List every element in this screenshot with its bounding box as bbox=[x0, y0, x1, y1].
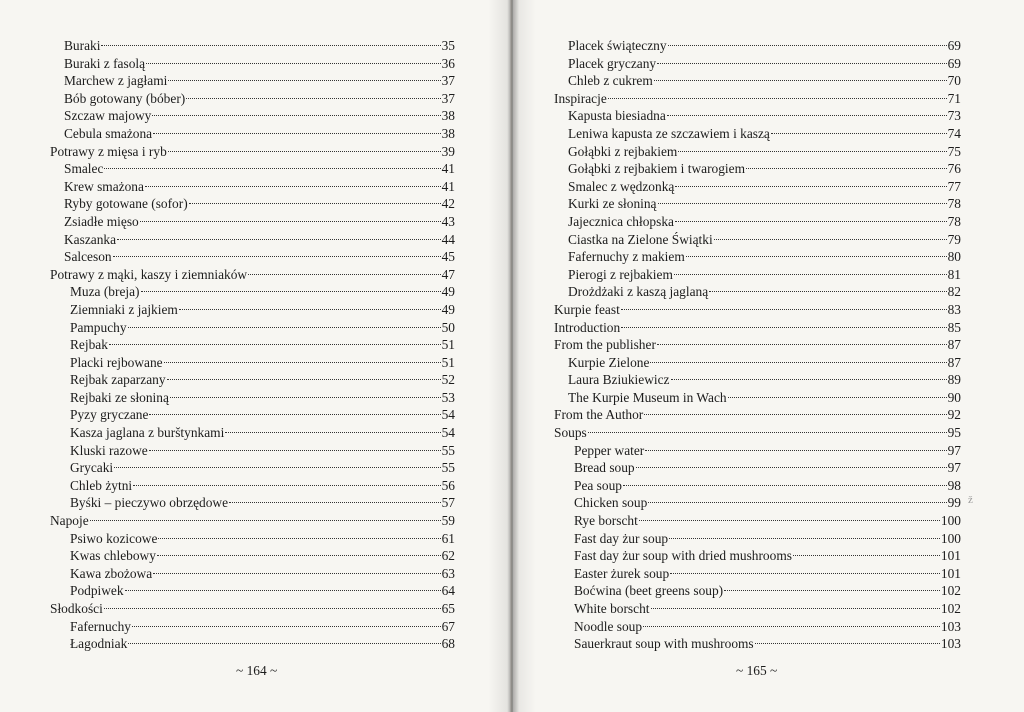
toc-entry bbox=[554, 301, 961, 319]
toc-entry-page-number: 75 bbox=[947, 143, 961, 159]
toc-entry-title: Kurki ze słoniną bbox=[568, 196, 657, 212]
toc-entry-title: Byśki – pieczywo obrzędowe bbox=[70, 495, 229, 511]
toc-entry-page-number: 37 bbox=[441, 90, 455, 106]
toc-entry-title: Pyzy gryczane bbox=[70, 407, 149, 423]
toc-entry-title: Potrawy z mąki, kaszy i ziemniaków bbox=[50, 266, 248, 282]
toc-entry-title: Gołąbki z rejbakiem i twarogiem bbox=[568, 161, 745, 177]
toc-entry-page-number: 44 bbox=[441, 231, 455, 247]
toc-entry-page-number: 47 bbox=[441, 266, 455, 282]
dot-leader bbox=[686, 256, 947, 257]
toc-entry bbox=[554, 459, 961, 477]
toc-entry bbox=[50, 494, 455, 512]
toc-entry-title: Smalec bbox=[64, 161, 104, 177]
toc-entry bbox=[554, 336, 961, 354]
toc-entry-page-number: 80 bbox=[947, 249, 961, 265]
dot-leader bbox=[651, 608, 940, 609]
toc-entry-title: Cebula smażona bbox=[64, 125, 153, 141]
toc-entry bbox=[554, 494, 961, 512]
toc-entry-title: Laura Bziukiewicz bbox=[568, 372, 670, 388]
toc-entry-title: Chicken soup bbox=[574, 495, 648, 511]
toc-entry bbox=[554, 565, 961, 583]
toc-entry-title: Placki rejbowane bbox=[70, 354, 163, 370]
toc-entry bbox=[554, 195, 961, 213]
toc-entry-page-number: 74 bbox=[947, 125, 961, 141]
dot-leader bbox=[132, 626, 441, 627]
toc-entry-page-number: 90 bbox=[947, 389, 961, 405]
toc-entry bbox=[554, 319, 961, 337]
toc-entry-page-number: 56 bbox=[441, 477, 455, 493]
dot-leader bbox=[650, 362, 946, 363]
toc-entry bbox=[554, 283, 961, 301]
toc-entry-page-number: 78 bbox=[947, 196, 961, 212]
dot-leader bbox=[657, 63, 946, 64]
toc-entry bbox=[50, 354, 455, 372]
dot-leader bbox=[658, 203, 947, 204]
toc-entry-title: Krew smażona bbox=[64, 178, 144, 194]
toc-entry-page-number: 61 bbox=[441, 530, 455, 546]
toc-entry bbox=[50, 301, 455, 319]
toc-entry bbox=[50, 477, 455, 495]
toc-entry-page-number: 37 bbox=[441, 73, 455, 89]
dot-leader bbox=[149, 450, 441, 451]
toc-entry-title: The Kurpie Museum in Wach bbox=[568, 389, 727, 405]
toc-entry-page-number: 85 bbox=[947, 319, 961, 335]
dot-leader bbox=[675, 186, 946, 187]
toc-entry-title: Rejbak zaparzany bbox=[70, 372, 166, 388]
toc-entry-page-number: 103 bbox=[940, 618, 961, 634]
toc-entry-title: Pampuchy bbox=[70, 319, 127, 335]
toc-entry bbox=[50, 143, 455, 161]
toc-entry-page-number: 35 bbox=[441, 38, 455, 53]
toc-entry-page-number: 65 bbox=[441, 601, 455, 616]
toc-entry bbox=[50, 37, 455, 55]
toc-entry-title: Łagodniak bbox=[70, 636, 128, 652]
toc-entry bbox=[50, 266, 455, 284]
dot-leader bbox=[153, 573, 440, 574]
toc-entry-title: Sauerkraut soup with mushrooms bbox=[574, 636, 754, 652]
dot-leader bbox=[608, 98, 947, 99]
dot-leader bbox=[189, 203, 441, 204]
toc-entry-title: Buraki bbox=[64, 38, 101, 53]
toc-entry bbox=[50, 160, 455, 178]
toc-entry bbox=[554, 477, 961, 495]
toc-entry bbox=[50, 618, 455, 636]
page-number-left: ~ 164 ~ bbox=[236, 663, 278, 678]
toc-entry bbox=[554, 248, 961, 266]
toc-entry-title: Jajecznica chłopska bbox=[568, 213, 674, 229]
toc-entry-title: Grycaki bbox=[70, 460, 114, 476]
toc-entry-title: Kasza jaglana z burštynkami bbox=[70, 425, 225, 441]
toc-entry bbox=[50, 248, 455, 266]
toc-entry-title: Ciastka na Zielone Świątki bbox=[568, 231, 713, 247]
toc-entry-page-number: 102 bbox=[940, 583, 961, 599]
dot-leader bbox=[746, 168, 947, 169]
toc-entry-page-number: 101 bbox=[940, 548, 961, 564]
dot-leader bbox=[709, 291, 946, 292]
toc-entry bbox=[554, 354, 961, 372]
dot-leader bbox=[101, 45, 440, 46]
toc-entry bbox=[554, 160, 961, 178]
toc-entry bbox=[50, 72, 455, 90]
toc-entry-title: Inspiracje bbox=[554, 90, 607, 106]
toc-entry bbox=[50, 442, 455, 460]
toc-entry-title: Soups bbox=[554, 425, 587, 441]
dot-leader bbox=[248, 274, 441, 275]
dot-leader bbox=[793, 555, 940, 556]
toc-entry-title: Rejbak bbox=[70, 337, 108, 353]
toc-entry-title: Easter żurek soup bbox=[574, 565, 670, 581]
toc-entry bbox=[554, 600, 961, 618]
toc-entry-title: Leniwa kapusta ze szczawiem i kaszą bbox=[568, 125, 770, 141]
toc-entry-page-number: 69 bbox=[947, 55, 961, 71]
dot-leader bbox=[109, 344, 441, 345]
toc-entry-title: Kaszanka bbox=[64, 231, 117, 247]
dot-leader bbox=[140, 221, 441, 222]
dot-leader bbox=[168, 151, 441, 152]
toc-entry-title: Placek świąteczny bbox=[568, 38, 667, 53]
toc-entry bbox=[554, 231, 961, 249]
toc-entry-page-number: 101 bbox=[940, 565, 961, 581]
dot-leader bbox=[104, 168, 440, 169]
toc-entry-page-number: 79 bbox=[947, 231, 961, 247]
toc-entry bbox=[50, 406, 455, 424]
dot-leader bbox=[153, 133, 440, 134]
table-of-contents-right bbox=[554, 37, 961, 653]
toc-entry-page-number: 41 bbox=[441, 178, 455, 194]
left-page bbox=[0, 0, 510, 712]
toc-entry-title: Słodkości bbox=[50, 601, 103, 616]
dot-leader bbox=[636, 467, 947, 468]
dot-leader bbox=[771, 133, 947, 134]
toc-entry-page-number: 53 bbox=[441, 389, 455, 405]
toc-entry-title: Kurpie feast bbox=[554, 301, 620, 317]
toc-entry-title: Pierogi z rejbakiem bbox=[568, 266, 673, 282]
toc-entry-page-number: 38 bbox=[441, 125, 455, 141]
toc-entry bbox=[50, 424, 455, 442]
dot-leader bbox=[157, 555, 441, 556]
toc-entry-page-number: 100 bbox=[940, 513, 961, 529]
toc-entry-page-number: 92 bbox=[947, 407, 961, 423]
toc-entry-page-number: 39 bbox=[441, 143, 455, 159]
dot-leader bbox=[588, 432, 947, 433]
dot-leader bbox=[669, 538, 940, 539]
toc-entry bbox=[554, 37, 961, 55]
toc-entry-page-number: 50 bbox=[441, 319, 455, 335]
toc-entry bbox=[50, 512, 455, 530]
toc-entry-title: Potrawy z mięsa i ryb bbox=[50, 143, 167, 159]
dot-leader bbox=[141, 291, 441, 292]
toc-entry-page-number: 87 bbox=[947, 337, 961, 353]
toc-entry-page-number: 70 bbox=[947, 73, 961, 89]
toc-entry-page-number: 45 bbox=[441, 249, 455, 265]
toc-entry-page-number: 103 bbox=[940, 636, 961, 652]
dot-leader bbox=[654, 80, 947, 81]
toc-entry bbox=[50, 107, 455, 125]
toc-entry bbox=[50, 55, 455, 73]
toc-entry bbox=[50, 389, 455, 407]
dot-leader bbox=[675, 221, 947, 222]
toc-entry-page-number: 52 bbox=[441, 372, 455, 388]
toc-entry-page-number: 102 bbox=[940, 601, 961, 616]
toc-entry-title: Chleb z cukrem bbox=[568, 73, 653, 89]
toc-entry-title: Kawa zbożowa bbox=[70, 565, 153, 581]
toc-entry-title: Fafernuchy z makiem bbox=[568, 249, 685, 265]
toc-entry-title: From the Author bbox=[554, 407, 644, 423]
dot-leader bbox=[229, 502, 441, 503]
toc-entry-page-number: 51 bbox=[441, 337, 455, 353]
toc-entry bbox=[50, 635, 455, 653]
dot-leader bbox=[667, 115, 947, 116]
toc-entry-title: Ziemniaki z jajkiem bbox=[70, 301, 178, 317]
toc-entry bbox=[50, 530, 455, 548]
toc-entry-page-number: 54 bbox=[441, 425, 455, 441]
toc-entry-title: White borscht bbox=[574, 601, 650, 616]
dot-leader bbox=[114, 467, 440, 468]
dot-leader bbox=[225, 432, 440, 433]
toc-entry bbox=[554, 530, 961, 548]
toc-entry bbox=[50, 90, 455, 108]
toc-entry-page-number: 78 bbox=[947, 213, 961, 229]
toc-entry-title: Pepper water bbox=[574, 442, 645, 458]
toc-entry-title: Marchew z jagłami bbox=[64, 73, 168, 89]
dot-leader bbox=[145, 186, 441, 187]
toc-entry-title: Placek gryczany bbox=[568, 55, 657, 71]
toc-entry bbox=[554, 178, 961, 196]
toc-entry-title: Smalec z wędzonką bbox=[568, 178, 675, 194]
dot-leader bbox=[623, 485, 947, 486]
toc-entry bbox=[554, 125, 961, 143]
dot-leader bbox=[621, 327, 946, 328]
toc-entry-title: Chleb żytni bbox=[70, 477, 133, 493]
toc-entry-title: Drożdżaki z kaszą jaglaną bbox=[568, 284, 709, 300]
dot-leader bbox=[128, 643, 440, 644]
toc-entry-page-number: 59 bbox=[441, 513, 455, 529]
dot-leader bbox=[639, 520, 940, 521]
toc-entry-page-number: 41 bbox=[441, 161, 455, 177]
toc-entry bbox=[554, 512, 961, 530]
toc-entry-title: Kurpie Zielone bbox=[568, 354, 650, 370]
toc-entry bbox=[554, 442, 961, 460]
toc-entry bbox=[554, 72, 961, 90]
toc-entry bbox=[554, 107, 961, 125]
toc-entry-page-number: 55 bbox=[441, 442, 455, 458]
dot-leader bbox=[671, 379, 947, 380]
toc-entry-page-number: 87 bbox=[947, 354, 961, 370]
toc-entry-page-number: 71 bbox=[947, 90, 961, 106]
dot-leader bbox=[755, 643, 940, 644]
toc-entry-title: Fast day żur soup with dried mushrooms bbox=[574, 548, 792, 564]
toc-entry-page-number: 55 bbox=[441, 460, 455, 476]
toc-entry-page-number: 73 bbox=[947, 108, 961, 124]
toc-entry-page-number: 68 bbox=[441, 636, 455, 652]
dot-leader bbox=[149, 414, 440, 415]
toc-entry-page-number: 36 bbox=[441, 55, 455, 71]
toc-entry bbox=[50, 565, 455, 583]
toc-entry-page-number: 49 bbox=[441, 284, 455, 300]
toc-entry bbox=[50, 371, 455, 389]
dot-leader bbox=[158, 538, 440, 539]
toc-entry bbox=[554, 143, 961, 161]
toc-entry bbox=[50, 547, 455, 565]
toc-entry-title: Podpiwek bbox=[70, 583, 124, 599]
toc-entry bbox=[50, 459, 455, 477]
right-page bbox=[512, 0, 1024, 712]
toc-entry-title: Fast day żur soup bbox=[574, 530, 669, 546]
toc-entry bbox=[50, 178, 455, 196]
margin-mark: ž bbox=[968, 494, 973, 506]
toc-entry-page-number: 49 bbox=[441, 301, 455, 317]
toc-entry-title: Bób gotowany (bóber) bbox=[64, 90, 186, 106]
dot-leader bbox=[146, 63, 441, 64]
toc-entry bbox=[554, 55, 961, 73]
toc-entry-title: Buraki z fasolą bbox=[64, 55, 146, 71]
dot-leader bbox=[128, 327, 441, 328]
toc-entry-page-number: 82 bbox=[947, 284, 961, 300]
dot-leader bbox=[168, 80, 440, 81]
toc-entry-title: Salceson bbox=[64, 249, 112, 265]
dot-leader bbox=[714, 239, 947, 240]
toc-entry-title: Zsiadłe mięso bbox=[64, 213, 139, 229]
toc-entry-title: Fafernuchy bbox=[70, 618, 131, 634]
dot-leader bbox=[90, 520, 441, 521]
toc-entry-page-number: 67 bbox=[441, 618, 455, 634]
dot-leader bbox=[644, 414, 946, 415]
toc-entry-page-number: 99 bbox=[947, 495, 961, 511]
dot-leader bbox=[678, 151, 946, 152]
toc-entry bbox=[50, 336, 455, 354]
toc-entry-title: Introduction bbox=[554, 319, 621, 335]
dot-leader bbox=[668, 45, 947, 46]
toc-entry-page-number: 89 bbox=[947, 372, 961, 388]
toc-entry bbox=[554, 547, 961, 565]
toc-entry-page-number: 100 bbox=[940, 530, 961, 546]
toc-entry bbox=[554, 266, 961, 284]
toc-entry-title: Szczaw majowy bbox=[64, 108, 152, 124]
toc-entry bbox=[50, 283, 455, 301]
toc-entry bbox=[554, 371, 961, 389]
toc-entry-page-number: 98 bbox=[947, 477, 961, 493]
dot-leader bbox=[657, 344, 947, 345]
dot-leader bbox=[621, 309, 947, 310]
dot-leader bbox=[724, 590, 940, 591]
toc-entry-title: Psiwo kozicowe bbox=[70, 530, 158, 546]
toc-entry-page-number: 54 bbox=[441, 407, 455, 423]
book-gutter bbox=[488, 0, 536, 712]
toc-entry bbox=[554, 618, 961, 636]
table-of-contents-left bbox=[50, 37, 455, 653]
toc-entry-title: Kapusta biesiadna bbox=[568, 108, 666, 124]
toc-entry-title: Napoje bbox=[50, 513, 89, 529]
toc-entry-page-number: 97 bbox=[947, 442, 961, 458]
toc-entry-page-number: 38 bbox=[441, 108, 455, 124]
toc-entry bbox=[554, 582, 961, 600]
toc-entry-page-number: 76 bbox=[947, 161, 961, 177]
toc-entry bbox=[554, 90, 961, 108]
toc-entry-title: Boćwina (beet greens soup) bbox=[574, 583, 724, 599]
dot-leader bbox=[186, 98, 440, 99]
dot-leader bbox=[645, 450, 946, 451]
toc-entry-page-number: 83 bbox=[947, 301, 961, 317]
dot-leader bbox=[125, 590, 441, 591]
toc-entry-page-number: 81 bbox=[947, 266, 961, 282]
dot-leader bbox=[133, 485, 441, 486]
dot-leader bbox=[670, 573, 940, 574]
dot-leader bbox=[728, 397, 947, 398]
dot-leader bbox=[117, 239, 441, 240]
toc-entry bbox=[50, 319, 455, 337]
toc-entry-page-number: 69 bbox=[947, 38, 961, 53]
toc-entry-page-number: 42 bbox=[441, 196, 455, 212]
dot-leader bbox=[113, 256, 441, 257]
toc-entry bbox=[50, 231, 455, 249]
dot-leader bbox=[648, 502, 946, 503]
dot-leader bbox=[104, 608, 441, 609]
toc-entry bbox=[50, 582, 455, 600]
toc-entry bbox=[554, 635, 961, 653]
toc-entry bbox=[554, 406, 961, 424]
toc-entry-page-number: 64 bbox=[441, 583, 455, 599]
toc-entry-title: Rejbaki ze słoniną bbox=[70, 389, 169, 405]
dot-leader bbox=[170, 397, 441, 398]
dot-leader bbox=[152, 115, 440, 116]
page-number-right: ~ 165 ~ bbox=[736, 663, 778, 678]
dot-leader bbox=[167, 379, 441, 380]
dot-leader bbox=[643, 626, 940, 627]
dot-leader bbox=[179, 309, 441, 310]
toc-entry-page-number: 95 bbox=[947, 425, 961, 441]
dot-leader bbox=[674, 274, 947, 275]
toc-entry-title: From the publisher bbox=[554, 337, 656, 353]
toc-entry-title: Noodle soup bbox=[574, 618, 643, 634]
toc-entry bbox=[50, 195, 455, 213]
dot-leader bbox=[164, 362, 441, 363]
toc-entry-title: Kluski razowe bbox=[70, 442, 148, 458]
toc-entry-title: Pea soup bbox=[574, 477, 622, 493]
toc-entry-page-number: 62 bbox=[441, 548, 455, 564]
toc-entry-title: Gołąbki z rejbakiem bbox=[568, 143, 678, 159]
toc-entry bbox=[554, 213, 961, 231]
toc-entry bbox=[50, 125, 455, 143]
toc-entry bbox=[554, 424, 961, 442]
toc-entry-title: Kwas chlebowy bbox=[70, 548, 156, 564]
toc-entry-page-number: 63 bbox=[441, 565, 455, 581]
toc-entry-page-number: 77 bbox=[947, 178, 961, 194]
toc-entry-page-number: 43 bbox=[441, 213, 455, 229]
toc-entry-title: Ryby gotowane (sofor) bbox=[64, 196, 188, 212]
toc-entry bbox=[50, 213, 455, 231]
toc-entry bbox=[50, 600, 455, 618]
toc-entry-page-number: 97 bbox=[947, 460, 961, 476]
toc-entry bbox=[554, 389, 961, 407]
toc-entry-title: Bread soup bbox=[574, 460, 635, 476]
toc-entry-title: Rye borscht bbox=[574, 513, 638, 529]
toc-entry-title: Muza (breja) bbox=[70, 284, 140, 300]
toc-entry-page-number: 51 bbox=[441, 354, 455, 370]
toc-entry-page-number: 57 bbox=[441, 495, 455, 511]
